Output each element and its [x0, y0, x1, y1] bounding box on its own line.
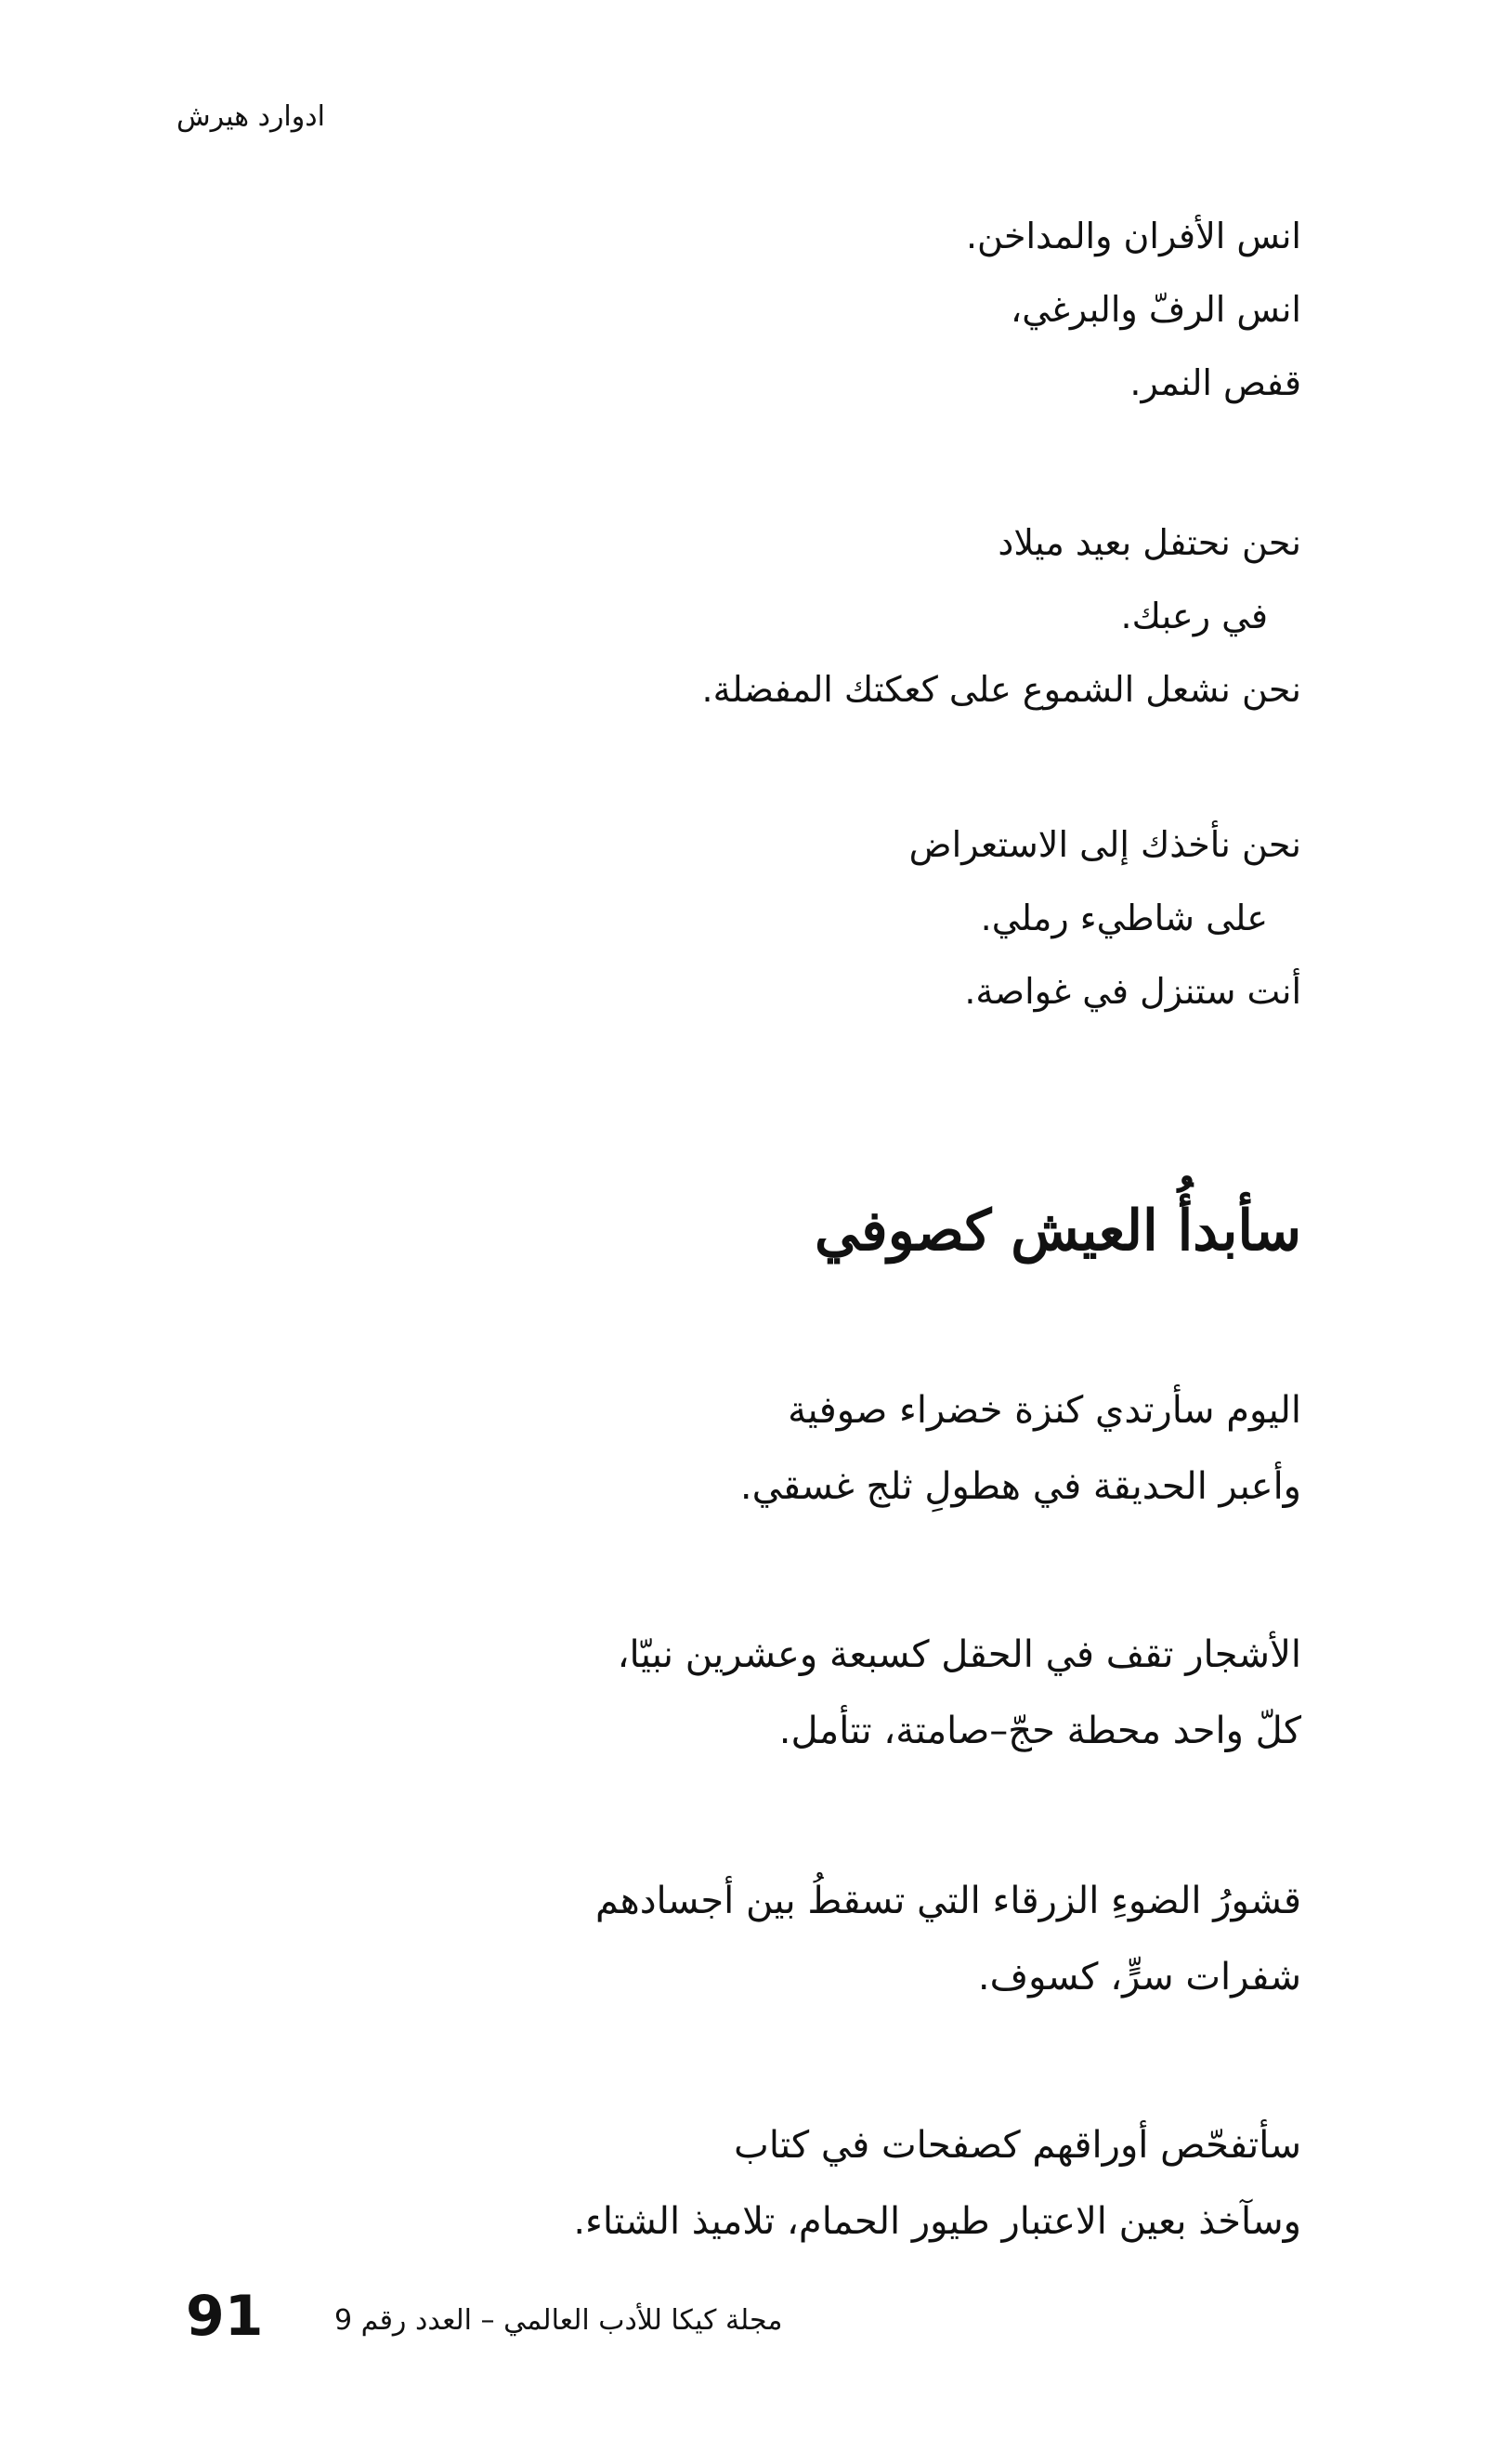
poem-line: نحن نحتفل بعيد ميلاد	[998, 522, 1301, 563]
poem-line: وسآخذ بعين الاعتبار طيور الحمام، تلاميذ الشتاء.	[573, 2200, 1301, 2243]
page-number: 91	[186, 2284, 264, 2349]
poem-line: نحن نأخذك إلى الاستعراض	[908, 824, 1301, 865]
poem-line: شفرات سرٍّ، كسوف.	[977, 1956, 1301, 1999]
poem-line: على شاطيء رملي.	[980, 898, 1268, 938]
poem-1-stanza-2	[187, 506, 1301, 727]
poem-line: انس الأفران والمداخن.	[965, 216, 1301, 256]
poem-2-title: سأبدأُ العيش كصوفي	[815, 1199, 1301, 1264]
poem-line: كلّ واحد محطة حجّ–صامتة، تتأمل.	[778, 1710, 1301, 1752]
poem-1-stanza-3	[187, 808, 1301, 1029]
poem-2-stanza-4	[187, 2107, 1301, 2260]
poem-line: اليوم سأرتدي كنزة خضراء صوفية	[788, 1389, 1301, 1432]
footer-journal-title: مجلة كيكا للأدب العالمي – العدد رقم 9	[334, 2304, 783, 2337]
poem-line: نحن نشعل الشموع على كعكتك المفضلة.	[701, 669, 1301, 710]
poem-2-stanza-1	[187, 1372, 1301, 1525]
poem-line: قشورُ الضوءِ الزرقاء التي تسقطُ بين أجسادهم	[595, 1880, 1301, 1922]
poem-line: سأتفحّص أوراقهم كصفحات في كتاب	[734, 2124, 1301, 2167]
poem-line: الأشجار تقف في الحقل كسبعة وعشرين نبيّا،	[617, 1633, 1301, 1676]
poem-line: انس الرفّ والبرغي،	[1011, 289, 1301, 330]
poem-2-stanza-2	[187, 1617, 1301, 1769]
poem-line: أنت ستنزل في غواصة.	[964, 971, 1301, 1012]
poem-1-stanza-1	[187, 200, 1301, 420]
poem-2-stanza-3	[187, 1863, 1301, 2015]
poem-line: في رعبك.	[1120, 596, 1268, 636]
poem-line: وأعبر الحديقة في هطولِ ثلج غسقي.	[739, 1465, 1301, 1508]
poem-line: قفص النمر.	[1129, 362, 1301, 403]
running-header-author: ادوارد هيرش	[176, 100, 325, 133]
